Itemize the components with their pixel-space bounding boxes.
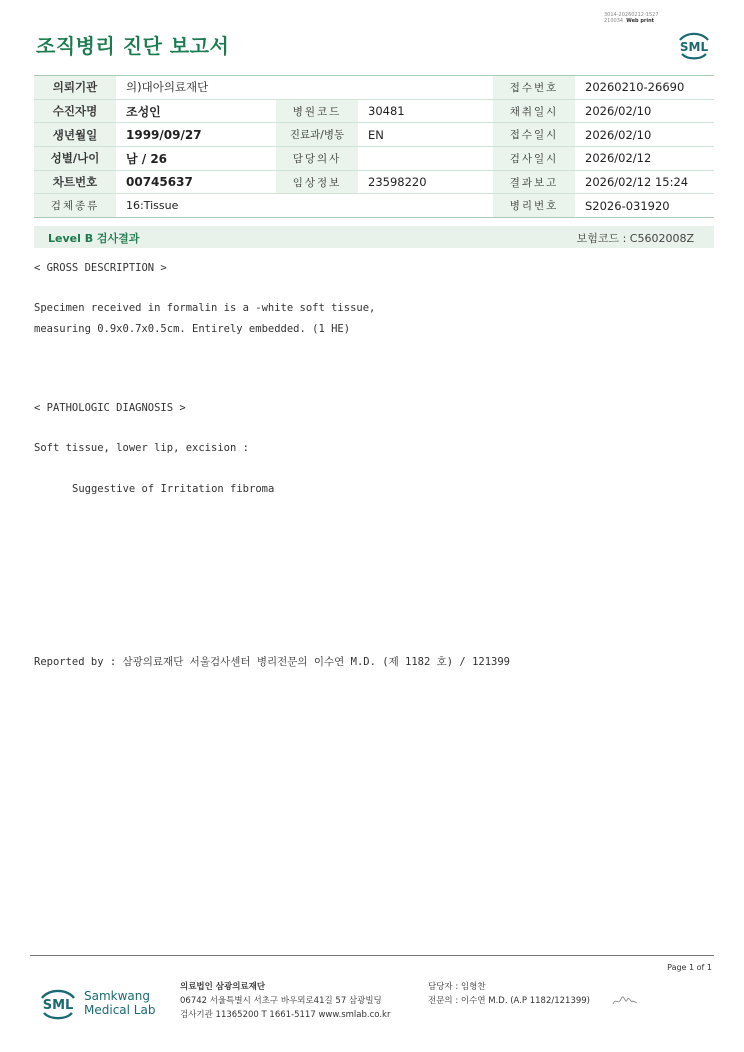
diagnosis-heading: < PATHOLOGIC DIAGNOSIS >: [34, 402, 186, 414]
result-level: Level B 검사결과: [48, 232, 140, 245]
value-doctor: [358, 147, 493, 171]
value-sex-age: 남 / 26: [116, 147, 276, 171]
svg-text:SML: SML: [679, 40, 709, 54]
specialist-name: 이수연 M.D. (A.P 1182/121399): [460, 996, 590, 1006]
print-id: [604, 12, 659, 24]
table-row: [34, 123, 714, 147]
org-contact: 검사기관 11365200 T 1661-5117 www.smlab.co.kr: [180, 1010, 391, 1020]
value-report-date: 2026/02/12 15:24: [575, 170, 714, 194]
print-id-line2: 210034: [604, 18, 624, 24]
label-department: 진료과/병동: [276, 123, 358, 147]
patient-info-table: [34, 75, 714, 218]
table-row: [34, 99, 714, 123]
brand-line-2: Medical Lab: [84, 1003, 156, 1017]
specialist-label: 전문의 :: [428, 996, 459, 1006]
result-bar: [34, 226, 714, 248]
value-specimen-type: 16:Tissue: [116, 194, 493, 218]
table-row: [34, 170, 714, 194]
brand-name: [84, 989, 155, 1017]
label-clinical-info: 임상정보: [276, 170, 358, 194]
gross-heading: < GROSS DESCRIPTION >: [34, 262, 167, 274]
value-birth: 1999/09/27: [116, 123, 276, 147]
value-pathology-no: S2026-031920: [575, 194, 714, 218]
print-label: Web print: [626, 18, 655, 24]
staff-info: [428, 980, 590, 1008]
value-collection-date: 2026/02/10: [575, 99, 714, 123]
diagnosis-site: Soft tissue, lower lip, excision :: [34, 442, 249, 454]
label-receipt-no: 접수번호: [493, 76, 575, 100]
gross-line-2: measuring 0.9x0.7x0.5cm. Entirely embedded. (1 HE): [34, 323, 351, 335]
value-chart-no: 00745637: [116, 170, 276, 194]
label-report-date: 결과보고: [493, 170, 575, 194]
label-doctor: 담당의사: [276, 147, 358, 171]
value-exam-date: 2026/02/12: [575, 147, 714, 171]
label-patient-name: 수진자명: [34, 99, 116, 123]
org-info: [180, 980, 390, 1022]
org-name: 의료법인 삼광의료재단: [180, 982, 266, 992]
value-hospital-code: 30481: [358, 99, 493, 123]
org-address: 06742 서울특별시 서초구 바우뫼로41길 57 삼광빌딩: [180, 996, 382, 1006]
value-clinical-info: 23598220: [358, 170, 493, 194]
label-sex-age: 성별/나이: [34, 147, 116, 171]
report-title: 조직병리 진단 보고서: [36, 34, 230, 58]
gross-line-1: Specimen received in formalin is a -white soft tissue,: [34, 302, 376, 314]
label-exam-date: 검사일시: [493, 147, 575, 171]
label-receipt-date: 접수일시: [493, 123, 575, 147]
svg-text:SML: SML: [42, 998, 74, 1013]
value-receipt-date: 2026/02/10: [575, 123, 714, 147]
label-collection-date: 채취일시: [493, 99, 575, 123]
value-receipt-no: 20260210-26690: [575, 76, 714, 100]
label-chart-no: 차트번호: [34, 170, 116, 194]
table-row: [34, 194, 714, 218]
label-pathology-no: 병리번호: [493, 194, 575, 218]
table-row: [34, 76, 714, 100]
manager-label: 담당자 :: [428, 982, 459, 992]
footer-divider: [30, 955, 714, 956]
insurance-code: 보험코드 : C5602008Z: [576, 232, 694, 245]
label-hospital-code: 병원코드: [276, 99, 358, 123]
label-specimen-type: 검체종류: [34, 194, 116, 218]
reported-by: Reported by : 삼광의료재단 서울검사센터 병리전문의 이수연 M.D. (제 1182 호) / 121399: [34, 656, 511, 668]
sml-logo-icon: [674, 27, 714, 61]
print-id-line1: 3014-20260212-1527: [604, 12, 659, 18]
value-department: EN: [358, 123, 493, 147]
diagnosis-text: Suggestive of Irritation fibroma: [72, 483, 275, 495]
value-referring-org: 의)대아의료재단: [116, 76, 493, 100]
value-patient-name: 조성인: [116, 99, 276, 123]
label-referring-org: 의뢰기관: [34, 76, 116, 100]
sml-footer-logo-icon: [36, 980, 80, 1024]
brand-line-1: Samkwang: [84, 989, 150, 1003]
page-number: Page 1 of 1: [667, 963, 712, 972]
label-birth: 생년월일: [34, 123, 116, 147]
table-row: [34, 147, 714, 171]
manager-name: 임형찬: [460, 982, 486, 992]
signature-icon: [612, 995, 638, 1007]
